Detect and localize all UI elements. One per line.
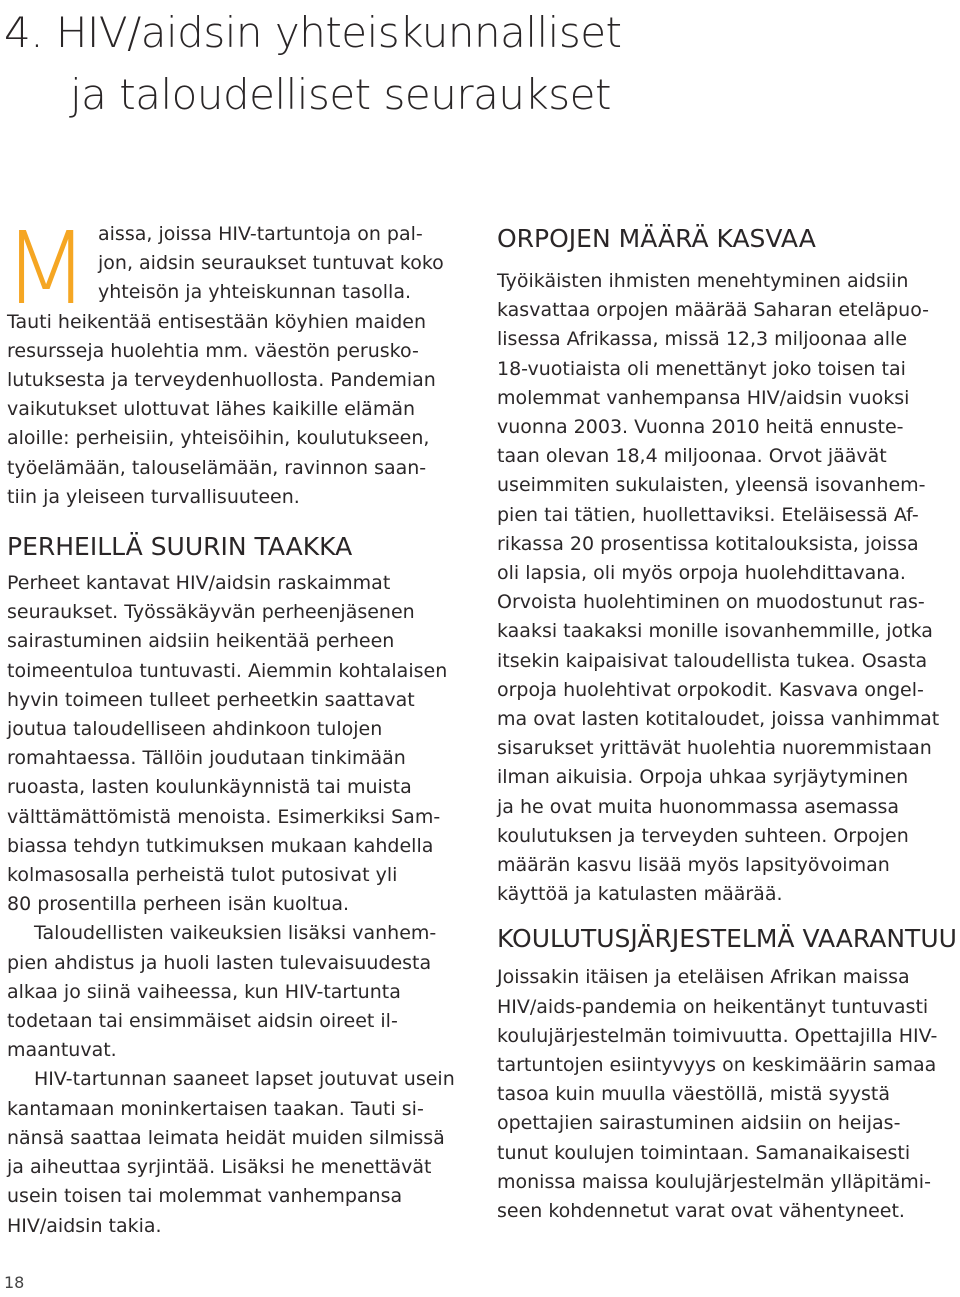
page-title (4, 2, 944, 126)
left-column (3, 210, 469, 1241)
text-line: Tauti heikentää entisestään köyhien maiden (7, 310, 427, 333)
families-paragraph-1 (7, 569, 469, 919)
text-line: HIV/aids-pandemia on heikentänyt tuntuvasti (497, 995, 929, 1018)
text-line: seuraukset. Työssäkäyvän perheenjäsenen (7, 601, 415, 624)
text-line: 80 prosentilla perheen isän kuoltua. (7, 893, 350, 916)
text-line: ruoasta, lasten koulunkäynnistä tai muista (7, 776, 412, 799)
text-line: nänsä saattaa leimata heidät muiden silmissä (7, 1126, 445, 1149)
text-line: työelämään, talouselämään, ravinnon saan- (7, 456, 427, 479)
text-line: vuonna 2003. Vuonna 2010 heitä ennuste- (497, 416, 904, 439)
text-line: kaaksi taakaksi monille isovanhemmille, jotka (497, 620, 933, 643)
text-line: pien tai tätien, huollettaviksi. Eteläisessä Af- (497, 503, 919, 526)
text-line: tunut koulujen toimintaan. Samanaikaisesti (497, 1141, 911, 1164)
text-line: ma ovat lasten kotitaloudet, joissa vanhimmat (497, 708, 940, 731)
text-line: sisarukset yrittävät huolehtia nuoremmistaan (497, 737, 932, 760)
text-line: tartuntojen esiintyvyys on keskimäärin samaa (497, 1054, 937, 1077)
page-title-line-2: ja taloudelliset seuraukset (70, 70, 611, 119)
text-line: määrän kasvu lisää myös lapsityövoiman (497, 854, 890, 877)
text-line: jon, aidsin seuraukset tuntuvat koko (98, 252, 444, 275)
text-line: toimeentuloa tuntuvasti. Aiemmin kohtalaisen (7, 659, 448, 682)
section-heading-education: KOULUTUSJÄRJESTELMÄ VAARANTUU (497, 924, 957, 954)
text-line: kantamaan moninkertaisen taakan. Tauti si- (7, 1097, 424, 1120)
text-line: taan olevan 18,4 miljoonaa. Orvot jäävät (497, 445, 887, 468)
text-line: yhteisön ja yhteiskunnan tasolla. (98, 281, 411, 304)
text-line: orpoja huolehtivat orpokodit. Kasvava ongel- (497, 678, 924, 701)
text-line: sairastuminen aidsiin heikentää perheen (7, 630, 395, 653)
text-line: vaikutukset ulottuvat lähes kaikille elämän (7, 398, 416, 421)
text-line: usein toisen tai molemmat vanhempansa (7, 1185, 403, 1208)
education-paragraph (497, 963, 959, 1226)
text-line: opettajien sairastuminen aidsiin on heijas- (497, 1112, 901, 1135)
text-line: biassa tehdyn tutkimuksen mukaan kahdella (7, 834, 434, 857)
text-line: monissa maissa koulujärjestelmän ylläpitämi- (497, 1170, 931, 1193)
text-line: itsekin kaipaisivat taloudellista tukea. Osasta (497, 649, 928, 672)
section-heading-orphans: ORPOJEN MÄÄRÄ KASVAA (497, 224, 816, 253)
text-line: lisessa Afrikassa, missä 12,3 miljoonaa alle (497, 328, 908, 351)
text-line: joutua taloudelliseen ahdinkoon tulojen (7, 718, 383, 741)
text-line: Työikäisten ihmisten menehtyminen aidsiin (497, 270, 909, 292)
text-line: 18-vuotiaista oli menettänyt joko toisen tai (497, 357, 906, 380)
text-line: pien ahdistus ja huoli lasten tulevaisuudesta (7, 951, 432, 974)
text-line: oli lapsia, oli myös orpoja huolehdittavana. (497, 562, 906, 585)
text-line: useimmiten sukulaisten, yleensä isovanhem- (497, 474, 926, 497)
text-line: välttämättömistä menoista. Esimerkiksi Sam- (7, 805, 441, 828)
text-line: maantuvat. (7, 1039, 117, 1062)
text-line: HIV/aidsin takia. (7, 1214, 162, 1237)
text-line: aissa, joissa HIV-tartuntoja on pal- (98, 223, 423, 245)
text-line: ja aiheuttaa syrjintää. Lisäksi he menettävät (7, 1156, 432, 1179)
families-paragraph-2 (7, 919, 469, 1065)
text-line: koulujärjestelmän toimivuutta. Opettajilla HIV- (497, 1024, 938, 1047)
text-line: molemmat vanhempansa HIV/aidsin vuoksi (497, 386, 910, 409)
text-line: seen kohdennetut varat ovat vähentyneet. (497, 1200, 905, 1223)
text-line: Perheet kantavat HIV/aidsin raskaimmat (7, 572, 391, 595)
text-line: ilman aikuisia. Orpoja uhkaa syrjäytyminen (497, 766, 909, 789)
text-line: Taloudellisten vaikeuksien lisäksi vanhem- (34, 922, 437, 945)
drop-cap: M (3, 210, 90, 327)
text-line: romahtaessa. Tällöin joudutaan tinkimään (7, 747, 406, 770)
text-line: HIV-tartunnan saaneet lapset joutuvat usein (34, 1068, 455, 1091)
text-line: aloille: perheisiin, yhteisöihin, koulutukseen, (7, 427, 430, 450)
text-line: koulutuksen ja terveyden suhteen. Orpojen (497, 824, 909, 847)
page-number: 18 (4, 1273, 25, 1292)
text-line: lutuksesta ja terveydenhuollosta. Pandemian (7, 369, 436, 392)
text-line: rikassa 20 prosentissa kotitalouksista, joissa (497, 532, 919, 555)
text-line: hyvin toimeen tulleet perheetkin saattavat (7, 688, 415, 711)
orphans-paragraph (497, 267, 959, 909)
text-line: Joissakin itäisen ja eteläisen Afrikan maissa (497, 966, 910, 989)
right-column (497, 220, 959, 1226)
text-line: kasvattaa orpojen määrää Saharan eteläpuo- (497, 299, 930, 322)
page-title-line-1: 4. HIV/aidsin yhteiskunnalliset (4, 8, 622, 57)
text-line: tasoa kuin muulla väestöllä, mistä syystä (497, 1083, 890, 1106)
text-line: kolmasosalla perheistä tulot putosivat yli (7, 864, 398, 887)
families-paragraph-3 (7, 1065, 469, 1240)
section-heading-families: PERHEILLÄ SUURIN TAAKKA (7, 532, 353, 562)
text-line: todetaan tai ensimmäiset aidsin oireet il- (7, 1010, 398, 1033)
text-line: resursseja huolehtia mm. väestön perusko- (7, 339, 419, 362)
text-line: käyttöä ja katulasten määrää. (497, 883, 783, 906)
intro-paragraph (3, 210, 469, 512)
text-line: Orvoista huolehtiminen on muodostunut ras- (497, 591, 925, 614)
text-line: tiin ja yleiseen turvallisuuteen. (7, 485, 300, 508)
text-line: alkaa jo siinä vaiheessa, kun HIV-tartunta (7, 980, 401, 1003)
text-line: ja he ovat muita huonommassa asemassa (497, 795, 900, 818)
